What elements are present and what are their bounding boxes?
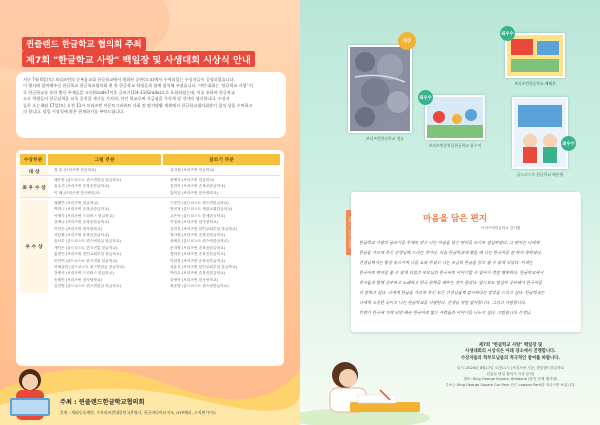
notice-details — [438, 366, 583, 388]
winner-name: 정 유 (브리즈번 한글학교) — [54, 168, 97, 172]
winner-name: 박인수 (브리즈번 순복음한글학교) — [170, 271, 226, 276]
letter-line: 친구들과 함께 공부하고 노래하고 한국 문화를 배우는 것이 즐겁다. 앞으로도 열심히 공부해서 한국어를 — [359, 280, 543, 285]
host-label: 주최 : 퀸즐랜드한글학교협의회 — [60, 399, 145, 406]
letter-line: 언젠가 한국에 가게 되면 배운 한국어로 많은 사람들과 이야기를 나누고 싶다. 고맙습니다 선생님. — [359, 310, 532, 315]
winner-name: 윤서우 (골드코스트 퀸스번한글 한글학교) — [54, 239, 121, 244]
letter-title: 마음을 담은 편지 — [423, 214, 488, 224]
awards-row-merit — [20, 200, 280, 293]
winner-name: 김민아 (브리즈번 순복음한글학교) — [170, 184, 226, 189]
winner-name: 성유진 (브리즈번 한인교회부설 한글학교) — [170, 265, 237, 270]
grand-prize-badge: 대상 — [398, 32, 416, 50]
header-writing: 글쓰기 부분 — [163, 154, 280, 165]
letter-line: 한글학교 사랑의 글쓰기를 주제로 받고 나는 마음을 담은 편지를 쓰기로 결심하였다. 그 편지는 나에게 — [359, 240, 540, 245]
winner-name: 문지영 (브리즈번 순복음한글학교) — [170, 245, 226, 250]
notice-line: 수상자들과 학부모님들의 적극적인 참여를 바랍니다. — [461, 355, 560, 361]
letter-body — [359, 240, 573, 328]
winner-name: 홍미진 (브리즈번 한사랑학교) — [170, 190, 218, 195]
winner-name: 민민여 (골드코스트 한국전통 한글학교) — [54, 258, 118, 263]
winner-name: 최준열 (골드코스트 퀸스번한글학교) — [170, 284, 229, 289]
winner-name: 배은영 (골드코스트 퀸스번한글 한글학교) — [54, 178, 121, 182]
artwork-caption: 브리즈번한글학교 정유 — [366, 136, 404, 141]
event-title: 제7회 "한글학교 사랑" 백일장 및 사생대회 시상식 안내 — [22, 51, 255, 67]
intro-text — [16, 72, 286, 138]
awards-row-excellence — [20, 177, 280, 198]
header-category: 수상부분 — [20, 154, 48, 165]
artwork-caption: 브리즈번한글학교 배혜은 — [514, 81, 556, 86]
notice-detail-line: 일시: 2024년 8월17일 오전11시 (브리즈번 기준, 퀸즐랜드한글학교 — [456, 366, 565, 371]
excellence-badge: 최우수 — [561, 136, 576, 151]
winner-name: 서동완 (브리즈번 순복음한글학교) — [54, 233, 110, 238]
drawing-winners — [48, 200, 164, 293]
winner-name: 고은아 (골드코스트 한세한국학교) — [170, 213, 226, 218]
awards-row-grand — [20, 167, 280, 176]
letter-line: 선생님께서는 항상 웃으시며 나를 도와 주셨고 나는 조금씩 한글을 읽고 쓸 수 있게 되었다. 이제는 — [359, 260, 533, 265]
drawing-winners — [48, 177, 164, 197]
ceremony-notice — [438, 343, 583, 389]
winner-name: 이정희 (브리즈번 한사랑학교) — [170, 220, 218, 225]
artwork-caption: 골드코스트 한글학교 배은영 — [516, 172, 564, 177]
winner-name: 윤수지 (브리즈번 순복음한글학교) — [54, 184, 110, 189]
artwork-image — [350, 47, 410, 131]
letter-line: 더 잘하고 싶다. 나에게 한글을 가르쳐 주신 모든 선생님들께 감사하다는 말씀을 드리고 싶다. 한글학교는 — [359, 290, 545, 295]
winner-name: 김지원 (브리즈번 한글학교) — [170, 168, 215, 172]
intro-line: 의 합니다. 당일 시상식에 많은 관계하기를 부탁드립니다. — [23, 109, 125, 115]
winner-name: 게이든 (골드코스트 한국전통 한글학교) — [54, 245, 118, 250]
letter-line: 나에게 소중한 곳이고 나는 한글학교를 사랑한다. 선생님 정말 감사합니다. 그리고 사랑합니다. — [359, 300, 527, 305]
award-category: 대 상 — [20, 167, 48, 175]
event-host-title: 퀸즐랜드 한글학교 협의회 주최 — [22, 37, 146, 51]
winner-name: 이하은 (브리즈번 한사랑학교) — [54, 226, 102, 231]
notice-line: 사생대회의 시상식은 아래 장소에서 진행합니다. — [465, 349, 556, 355]
award-category: 우 수 상 — [20, 200, 48, 293]
winner-name: 박하니 (브리즈번 순복음한글학교) — [54, 207, 110, 212]
artwork-image — [507, 35, 563, 76]
notice-line: 제7회 "한글학교 사랑" 백일장 및 — [478, 343, 543, 348]
artwork-image — [427, 97, 483, 138]
letter-line: 한글을 가르쳐 주신 선생님께 드리는 것이다. 처음 한글학교에 왔을 때 나는 한국어를 잘 하지 못하였다. — [359, 250, 542, 255]
award-category: 최 우 수 상 — [20, 177, 48, 197]
winner-name: 방민정 (골드코스트 정관교회한글학교) — [170, 207, 233, 212]
winning-letter — [351, 192, 581, 332]
winner-name: 홍정인 (브리즈번 한인교회부설 한글학교) — [54, 252, 121, 257]
artwork-image — [514, 99, 566, 167]
winner-name: 송재인 (브리즈번 한사랑학교) — [54, 277, 102, 282]
winner-name: 정하진 (브리즈번 순복음한글학교) — [170, 252, 226, 257]
header-drawing: 그림 부분 — [48, 154, 163, 165]
intro-line: 소속 학생들의 한글실력을 더욱 증진할 계기를 가지며, 한인 학교로써 자긍심을 가지게 될 것이라 생각합니다. 수상자 — [23, 96, 230, 102]
awards-table-header — [20, 154, 280, 165]
excellence-badge: 최우수 — [500, 26, 515, 41]
letter-line: 한국어로 편지를 쓸 수 있게 되었고 부모님과 한국어로 이야기할 수 있어서 정말 행복하다. 한글학교에서 — [359, 270, 544, 275]
excellence-badge: 최우수 — [418, 90, 433, 105]
intro-line: 이 행사에 참여해주신 한글학교 한글학교협의회 퀸 한 한글학교 학생들과 함께 참석해 주셨습니다. 이번 대회는 '한글학교 사랑' 이 — [23, 83, 254, 89]
notice-detail-line: 장소: King George Square, Brisbane (한인 단체 행사장) — [463, 377, 558, 382]
winner-name: 구준민 (골드코스트 퀸스번한글학교) — [170, 201, 229, 205]
notice-detail-line: 주소는 King George Square Car Park 인근 Lawson Park를 지나시면 보입니다. — [445, 383, 576, 387]
intro-line: 지난 7월 6일(토) 브리즈번의 순복음교회 한글학교에서 개최된 공연(고교)에서 수여되었는 수상자들이 공정되었습니다. — [23, 77, 235, 82]
notice-detail-line: 한분들 당일 참석시 시상 문의) — [486, 371, 535, 376]
winner-name: 강예지 (브리즈번 드리버스 한글학교) — [54, 271, 114, 276]
winner-name: 강예나 (브리즈번 순복음한글학교) — [54, 220, 110, 225]
drawing-winners — [48, 167, 164, 175]
right-page — [300, 0, 600, 425]
writing-winners — [164, 177, 280, 197]
winner-name: 정다원 (브리즈번 순복음한글학교) — [170, 233, 226, 238]
writing-winners — [164, 200, 280, 293]
winner-name: 권혜인 (브리즈번 한글학교) — [54, 201, 99, 205]
intro-line: 로 한글학교를 통한 출신 주제들을 고등(Grade7이후 글쓰기)1/4-11(Grade)으로 포함하였는데, 이를 통하여 한글학교 — [23, 89, 235, 95]
winner-name: 장세린 (골드코스트 퀸스번한글학교) — [170, 239, 229, 244]
artwork-excellence-3 — [512, 97, 568, 169]
artwork-grand-prize — [348, 45, 412, 133]
winner-name: 이예솔라 (골드코스트 퀸스번한글 한글학교) — [54, 265, 125, 270]
winner-name: 이예지 (브리즈번 드리버스 한글학교) — [54, 213, 114, 218]
winner-name: 김진영 (골드코스트 퀸스번한글 한글학교) — [54, 284, 121, 289]
sponsor-label: 후원 : 재외동포재단, 주브리즈번대한민국총영사, 한글바다이모저모, HTP해피, 고지판가이드 — [60, 410, 217, 415]
girl-reading-illustration — [0, 362, 60, 425]
letter-author: 브리즈번한글학교 김지원 — [481, 226, 521, 230]
winner-name: 김민진 (브리즈번 한인교회부설 한글학교) — [170, 226, 237, 231]
writing-winners — [164, 167, 280, 175]
intro-line: 들은 오는 8월 17일(토) 오전 11시 브리즈번 마운트그라바트 사회 및 탐지방활 계획에서 한글학교협의회장이 참석 상을 수여하고 — [23, 102, 253, 108]
artwork-excellence-2 — [505, 33, 565, 78]
winner-name: 이한빛 (브리즈번 순복음한글학교) — [170, 258, 226, 263]
winner-name: 한예지 (브리즈번 한글학교) — [170, 178, 215, 182]
girl-writing-illustration — [300, 340, 440, 425]
artwork-excellence-1 — [425, 95, 485, 140]
artwork-caption: 브리즈번순복음한글학교 윤수지 — [428, 143, 482, 148]
winner-name: 강정아 (브리즈번 한사랑학교) — [170, 277, 218, 282]
winner-name: 이 혜 (브리즈번 한사랑학교) — [54, 190, 100, 195]
